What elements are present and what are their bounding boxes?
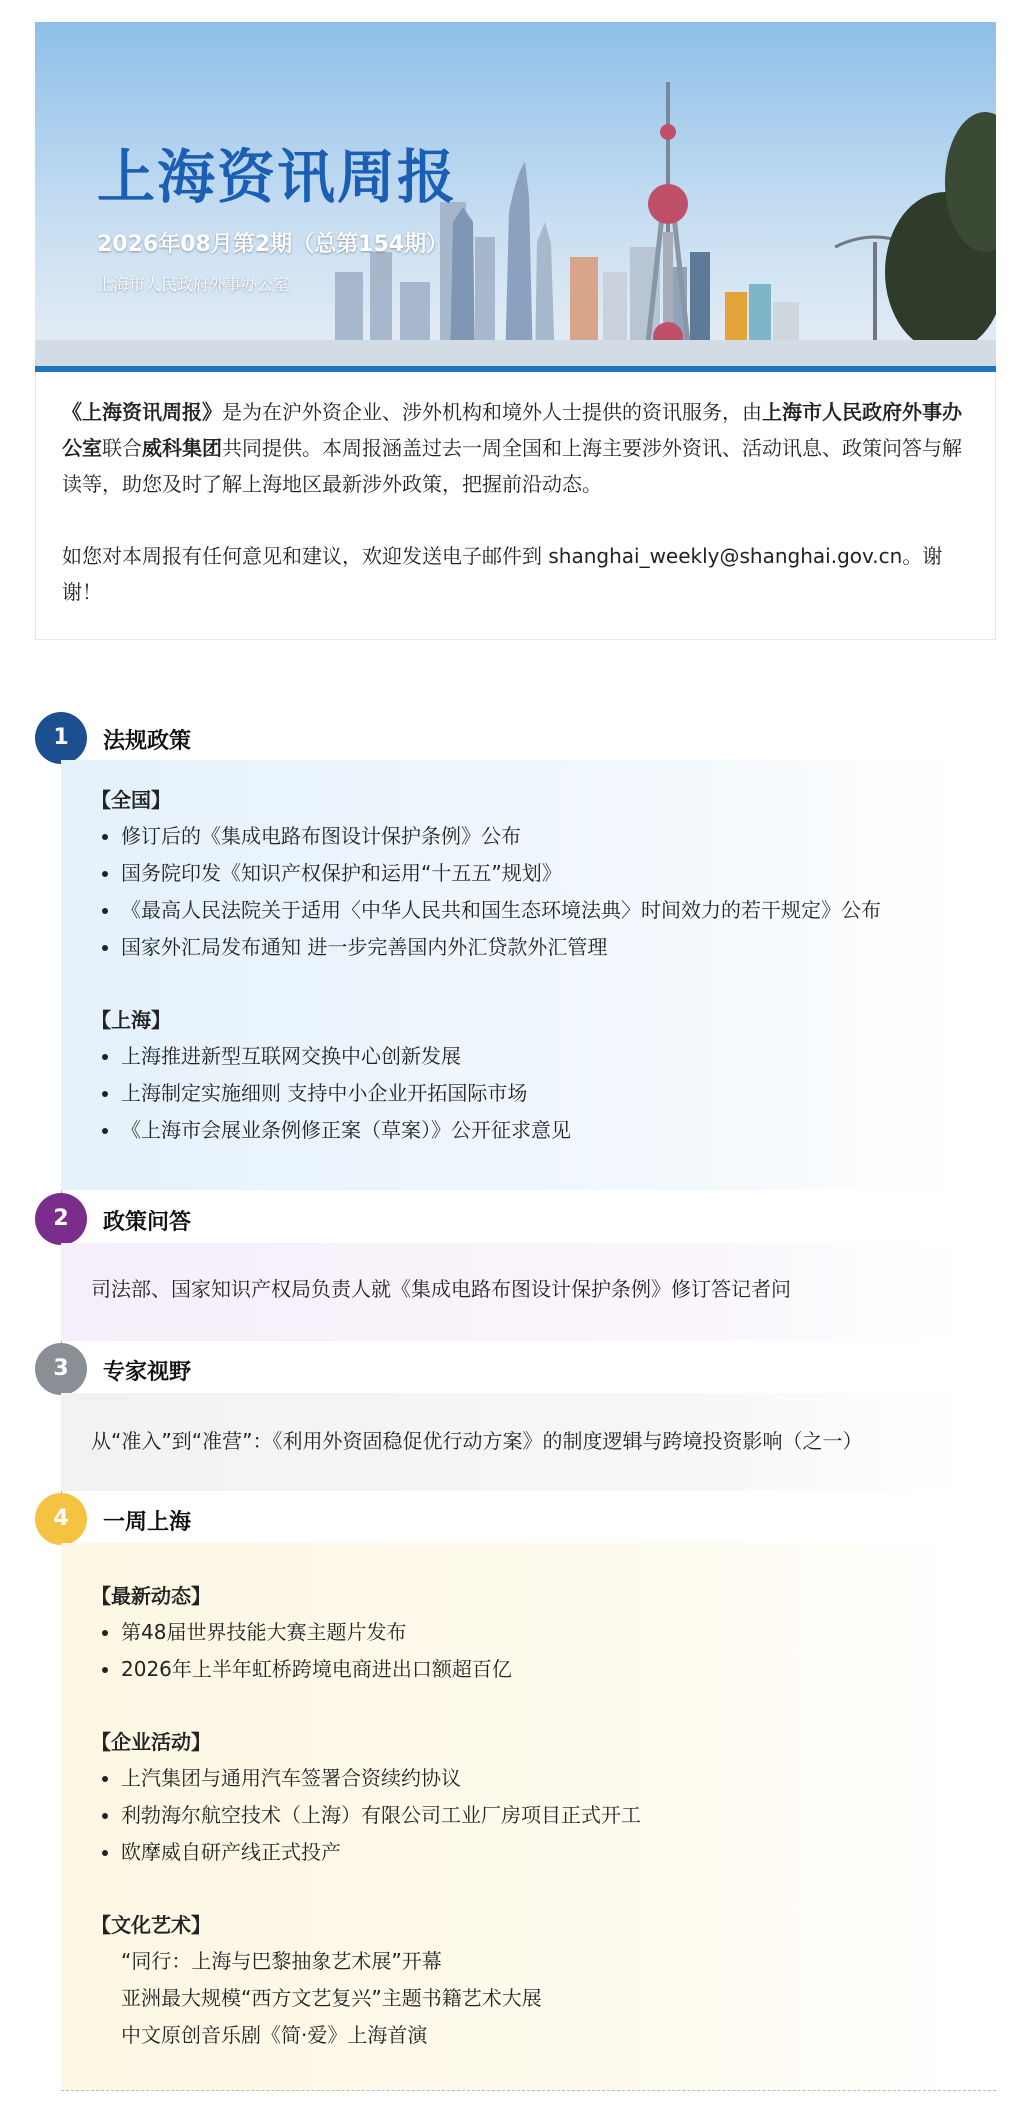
intro-office-name: 上海市人民政府外事办公室 xyxy=(62,400,962,460)
intro-box xyxy=(35,372,996,640)
section-header-2 xyxy=(35,1193,435,1247)
section-body-4 xyxy=(61,1543,967,2091)
banner-title: 上海资讯周报 xyxy=(97,143,458,211)
news-item[interactable]: • 第48届世界技能大赛主题片发布 xyxy=(121,1614,937,1651)
news-item[interactable]: 中文原创音乐剧《简·爱》上海首演 xyxy=(121,2023,428,2047)
news-item[interactable]: • 欧摩威自研产线正式投产 xyxy=(121,1834,937,1871)
intro-partner-name: 威科集团 xyxy=(142,436,222,460)
news-item[interactable]: • 《上海市会展业条例修正案（草案）》公开征求意见 xyxy=(121,1112,937,1149)
news-item[interactable]: 亚洲最大规模“西方文艺复兴”主题书籍艺术大展 xyxy=(121,1986,542,2010)
issue-number: 2026年08月第2期（总第154期） xyxy=(97,232,449,257)
section-header-3 xyxy=(35,1343,435,1397)
section-body-1 xyxy=(61,760,967,1190)
section-number-badge: 3 xyxy=(35,1343,87,1395)
qa-item[interactable]: 司法部、国家知识产权局负责人就《集成电路布图设计保护条例》修订答记者问 xyxy=(91,1277,791,1301)
header-banner xyxy=(35,22,996,372)
section-number-badge: 2 xyxy=(35,1193,87,1245)
news-item[interactable]: “同行：上海与巴黎抽象艺术展”开幕 xyxy=(121,1949,442,1973)
group-title: 【最新动态】 xyxy=(91,1584,211,1608)
news-list xyxy=(91,1760,937,1871)
expert-article[interactable]: 从“准入”到“准营”：《利用外资固稳促优行动方案》的制度逻辑与跨境投资影响（之一） xyxy=(91,1429,863,1453)
section-number-badge: 4 xyxy=(35,1493,87,1545)
section-header-4 xyxy=(35,1493,435,1547)
section-body-3 xyxy=(61,1393,967,1491)
contact-paragraph: 如您对本周报有任何意见和建议，欢迎发送电子邮件到 shanghai_weekly@shanghai.gov.cn。谢谢！ xyxy=(62,544,943,604)
group-title: 【上海】 xyxy=(91,1008,171,1032)
section-title: 法规政策 xyxy=(103,729,192,754)
bottom-divider xyxy=(61,2090,996,2091)
section-title: 政策问答 xyxy=(103,1210,192,1235)
section-body-2 xyxy=(61,1243,967,1341)
group-title: 【企业活动】 xyxy=(91,1730,211,1754)
news-item[interactable]: • 国家外汇局发布通知 进一步完善国内外汇贷款外汇管理 xyxy=(121,929,937,966)
news-list xyxy=(91,818,937,966)
publisher-name: 上海市人民政府外事办公室 xyxy=(97,275,290,294)
group-title: 【文化艺术】 xyxy=(91,1913,211,1937)
news-item[interactable]: • 上汽集团与通用汽车签署合资续约协议 xyxy=(121,1760,937,1797)
culture-list xyxy=(91,1943,937,2054)
news-item[interactable]: • 利勃海尔航空技术（上海）有限公司工业厂房项目正式开工 xyxy=(121,1797,937,1834)
intro-text: 是为在沪外资企业、涉外机构和境外人士提供的资讯服务，由 xyxy=(222,400,762,424)
intro-paragraph xyxy=(62,394,969,502)
news-list xyxy=(91,1614,937,1688)
news-item[interactable]: • 修订后的《集成电路布图设计保护条例》公布 xyxy=(121,818,937,855)
news-item[interactable]: • 《最高人民法院关于适用〈中华人民共和国生态环境法典〉时间效力的若干规定》公布 xyxy=(121,892,937,929)
section-number-badge: 1 xyxy=(35,712,87,764)
intro-publication-name: 《上海资讯周报》 xyxy=(62,400,222,424)
news-item[interactable]: • 2026年上半年虹桥跨境电商进出口额超百亿 xyxy=(121,1651,937,1688)
section-header-1 xyxy=(35,712,435,766)
section-title: 一周上海 xyxy=(103,1510,192,1535)
group-title: 【全国】 xyxy=(91,788,171,812)
news-item[interactable]: • 上海制定实施细则 支持中小企业开拓国际市场 xyxy=(121,1075,937,1112)
intro-text: 联合 xyxy=(102,436,142,460)
section-title: 专家视野 xyxy=(103,1360,192,1385)
news-list xyxy=(91,1038,937,1149)
news-item[interactable]: • 国务院印发《知识产权保护和运用“十五五”规划》 xyxy=(121,855,937,892)
intro-text: 共同提供。本周报涵盖过去一周全国和上海主要涉外资讯、活动讯息、政策问答与解读等，助您及时了解上海地区最新涉外政策，把握前沿动态。 xyxy=(62,436,962,496)
news-item[interactable]: • 上海推进新型互联网交换中心创新发展 xyxy=(121,1038,937,1075)
